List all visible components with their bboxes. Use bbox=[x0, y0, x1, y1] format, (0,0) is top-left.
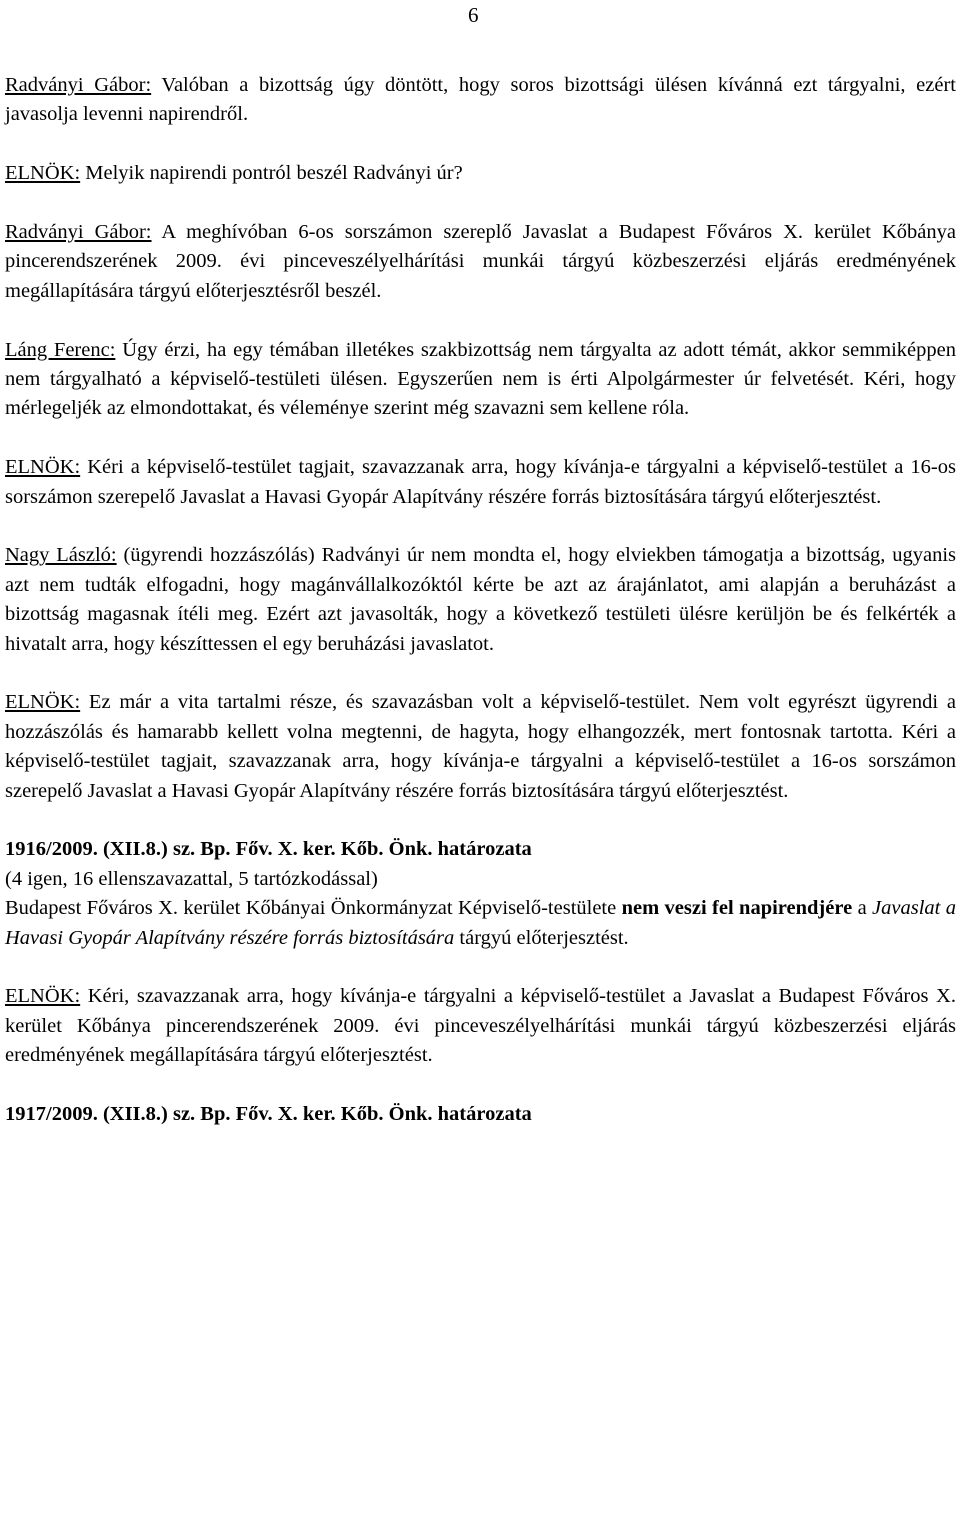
speaker-name: ELNÖK: bbox=[5, 162, 81, 185]
resolution-votes: (4 igen, 16 ellenszavazattal, 5 tartózkodással) bbox=[5, 867, 378, 890]
resolution-subject: Javaslat a Havasi Gyopár Alapítvány részére forrás biztosítására bbox=[5, 897, 956, 949]
paragraph-text: Valóban a bizottság úgy döntött, hogy soros bizottsági ülésen kívánná ezt tárgyalni, ezért javasolja levenni napirendről. bbox=[5, 74, 956, 126]
document-body bbox=[5, 71, 956, 1129]
paragraph-elnok-1 bbox=[5, 159, 956, 188]
speaker-name: Radványi Gábor: bbox=[5, 221, 152, 243]
paragraph-text: Kéri a képviselő-testület tagjait, szavazzanak arra, hogy kívánja-e tárgyalni a képviselő-testület a 16-os sorszámon szerepelő Javaslat a Havasi Gyopár Alapítvány részére forrás biztosítására tárgyú előterjesztést. bbox=[5, 456, 956, 508]
paragraph-text: Ez már a vita tartalmi része, és szavazásban volt a képviselő-testület. Nem volt egyrészt ügyrendi a hozzászólás és hamarabb kellett volna megtenni, de hagyta, hogy elhangozzék, mert fontosnak tartotta. Kéri a képviselő-testület tagjait, szavazzanak arra, hogy kívánja-e tárgyalni a képviselő-testület a 16-os sorszámon szerepelő Javaslat a Havasi Gyopár Alapítvány részére forrás biztosítására tárgyú előterjesztést. bbox=[5, 691, 956, 802]
page-number: 6 bbox=[468, 3, 479, 27]
speaker-name: ELNÖK: bbox=[5, 985, 81, 1008]
resolution-body bbox=[5, 894, 956, 953]
paragraph-nagy bbox=[5, 541, 956, 659]
paragraph-elnok-2 bbox=[5, 453, 956, 512]
paragraph-text: A meghívóban 6-os sorszámon szereplő Javaslat a Budapest Főváros X. kerület Kőbánya pincerendszerének 2009. évi pinceveszélyelhárítási munkái tárgyú közbeszerzési eljárás eredményének megállapítására tárgyú előterjesztésről beszél. bbox=[5, 221, 956, 302]
speaker-name: ELNÖK: bbox=[5, 456, 81, 479]
resolution-title: 1916/2009. (XII.8.) sz. Bp. Főv. X. ker. Kőb. Önk. határozata bbox=[5, 838, 532, 861]
resolution-body-mid: a bbox=[852, 897, 873, 920]
resolution-1916 bbox=[5, 835, 956, 953]
paragraph-text: Kéri, szavazzanak arra, hogy kívánja-e tárgyalni a képviselő-testület a Javaslat a Budapest Főváros X. kerület Kőbánya pincerendszerének 2009. évi pinceveszélyelhárítási munkái tárgyú közbeszerzési eljárás eredményének megállapítására tárgyú előterjesztést. bbox=[5, 985, 956, 1067]
paragraph-radvanyi-2 bbox=[5, 218, 956, 306]
paragraph-text: Melyik napirendi pontról beszél Radványi úr? bbox=[80, 162, 463, 185]
speaker-name: Radványi Gábor: bbox=[5, 74, 152, 96]
paragraph-elnok-3 bbox=[5, 688, 956, 806]
resolution-decision: nem veszi fel napirendjére bbox=[621, 897, 853, 920]
resolution-body-end: tárgyú előterjesztést. bbox=[454, 926, 629, 949]
paragraph-lang bbox=[5, 336, 956, 424]
paragraph-text: Úgy érzi, ha egy témában illetékes szakbizottság nem tárgyalta az adott témát, akkor semmiképpen nem tárgyalható a képviselő-testületi ülésen. Egyszerűen nem is érti Alpolgármester úr felvetését. Kéri, hogy mérlegeljék az elmondottakat, és véleménye szerint még szavazni sem kellene róla. bbox=[5, 338, 956, 420]
paragraph-radvanyi-1 bbox=[5, 71, 956, 130]
resolution-1917-title: 1917/2009. (XII.8.) sz. Bp. Főv. X. ker. Kőb. Önk. határozata bbox=[5, 1103, 532, 1126]
speaker-name: ELNÖK: bbox=[5, 691, 81, 714]
speaker-name: Nagy László: bbox=[5, 544, 117, 567]
paragraph-elnok-4 bbox=[5, 982, 956, 1070]
paragraph-text: (ügyrendi hozzászólás) Radványi úr nem mondta el, hogy elviekben támogatja a bizottság, ugyanis azt nem tudták elfogadni, hogy magánvállalkozóktól kérte be azt az árajánlatot, ami alapján a beruházást a bizottság magasnak ítéli meg. Ezért azt javasolták, hogy a következő testületi ülésre kerüljön be és felkérték a hivatalt arra, hogy készíttessen el egy beruházási javaslatot. bbox=[5, 544, 957, 655]
resolution-body-start: Budapest Főváros X. kerület Kőbányai Önkormányzat Képviselő-testülete bbox=[5, 897, 622, 920]
speaker-name: Láng Ferenc: bbox=[5, 338, 116, 361]
